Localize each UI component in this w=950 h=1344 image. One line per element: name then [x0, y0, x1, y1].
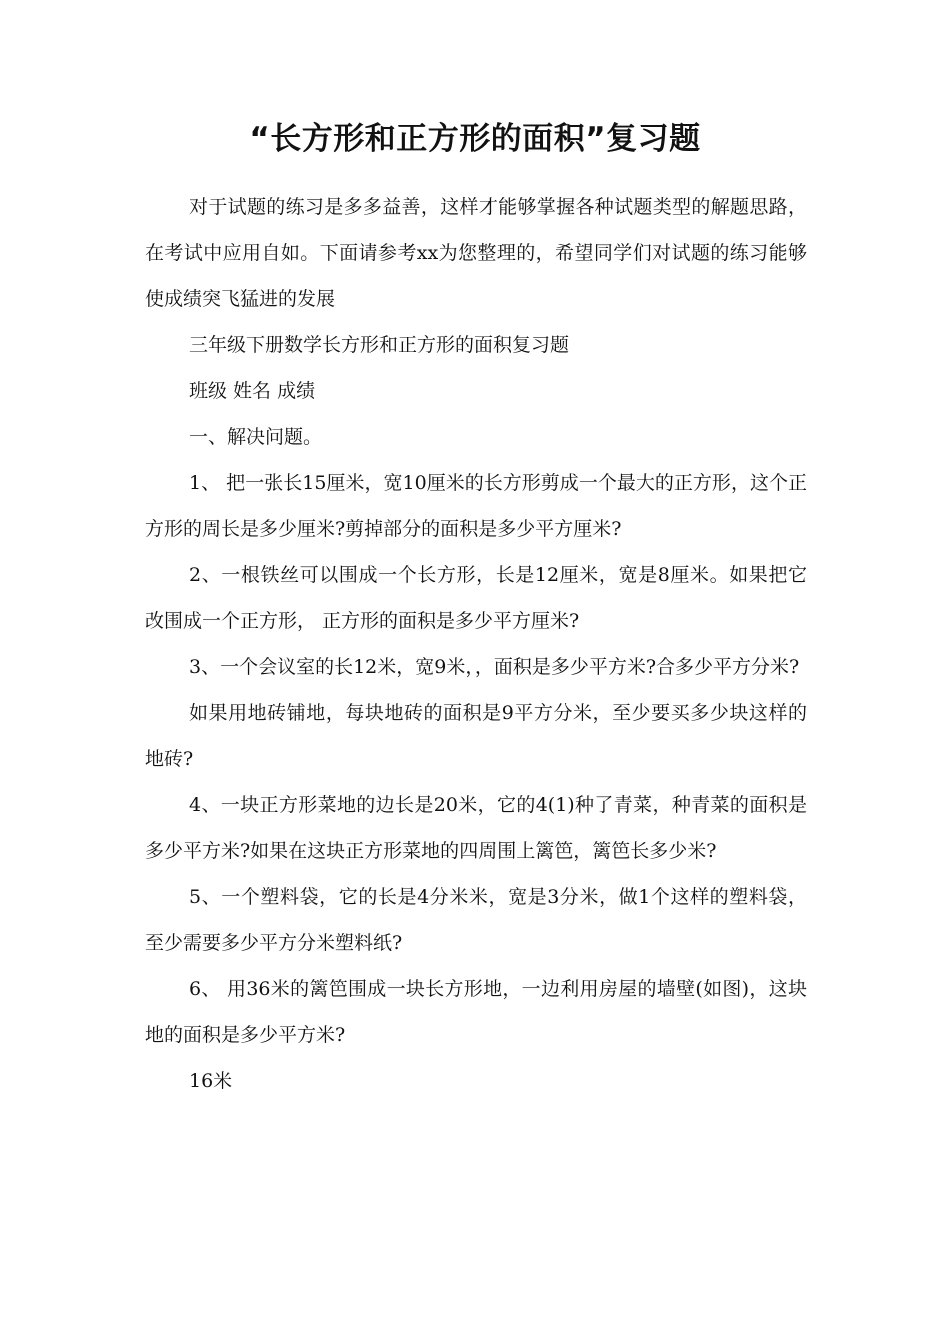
document-body [145, 184, 807, 1104]
question-2: 2、一根铁丝可以围成一个长方形，长是12厘米，宽是8厘米。如果把它改围成一个正方形， 正方形的面积是多少平方厘米? [145, 564, 807, 632]
question-4: 4、一块正方形菜地的边长是20米，它的4(1)种了青菜，种青菜的面积是多少平方米?如果在这块正方形菜地的四周围上篱笆，篱笆长多少米? [145, 794, 807, 862]
section-heading: 一、解决问题。 [189, 426, 323, 448]
question-1: 1、 把一张长15厘米，宽10厘米的长方形剪成一个最大的正方形，这个正方形的周长是多少厘米?剪掉部分的面积是多少平方厘米? [145, 472, 807, 540]
subtitle-paragraph: 三年级下册数学长方形和正方形的面积复习题 [189, 334, 570, 356]
question-3: 3、一个会议室的长12米，宽9米，，面积是多少平方米?合多少平方分米? [189, 656, 800, 678]
page-title: “长方形和正方形的面积”复习题 [249, 121, 701, 157]
figure-label: 16米 [189, 1070, 233, 1092]
intro-paragraph: 对于试题的练习是多多益善，这样才能够掌握各种试题类型的解题思路，在考试中应用自如。下面请参考xx为您整理的，希望同学们对试题的练习能够使成绩突飞猛进的发展 [145, 196, 807, 310]
question-3-followup: 如果用地砖铺地，每块地砖的面积是9平方分米，至少要买多少块这样的地砖? [145, 702, 807, 770]
question-6: 6、 用36米的篱笆围成一块长方形地，一边利用房屋的墙壁(如图)，这块地的面积是多少平方米? [145, 978, 807, 1046]
class-name-score-line: 班级 姓名 成绩 [189, 380, 316, 402]
question-5: 5、一个塑料袋，它的长是4分米米，宽是3分米，做1个这样的塑料袋，至少需要多少平方分米塑料纸? [145, 886, 807, 954]
